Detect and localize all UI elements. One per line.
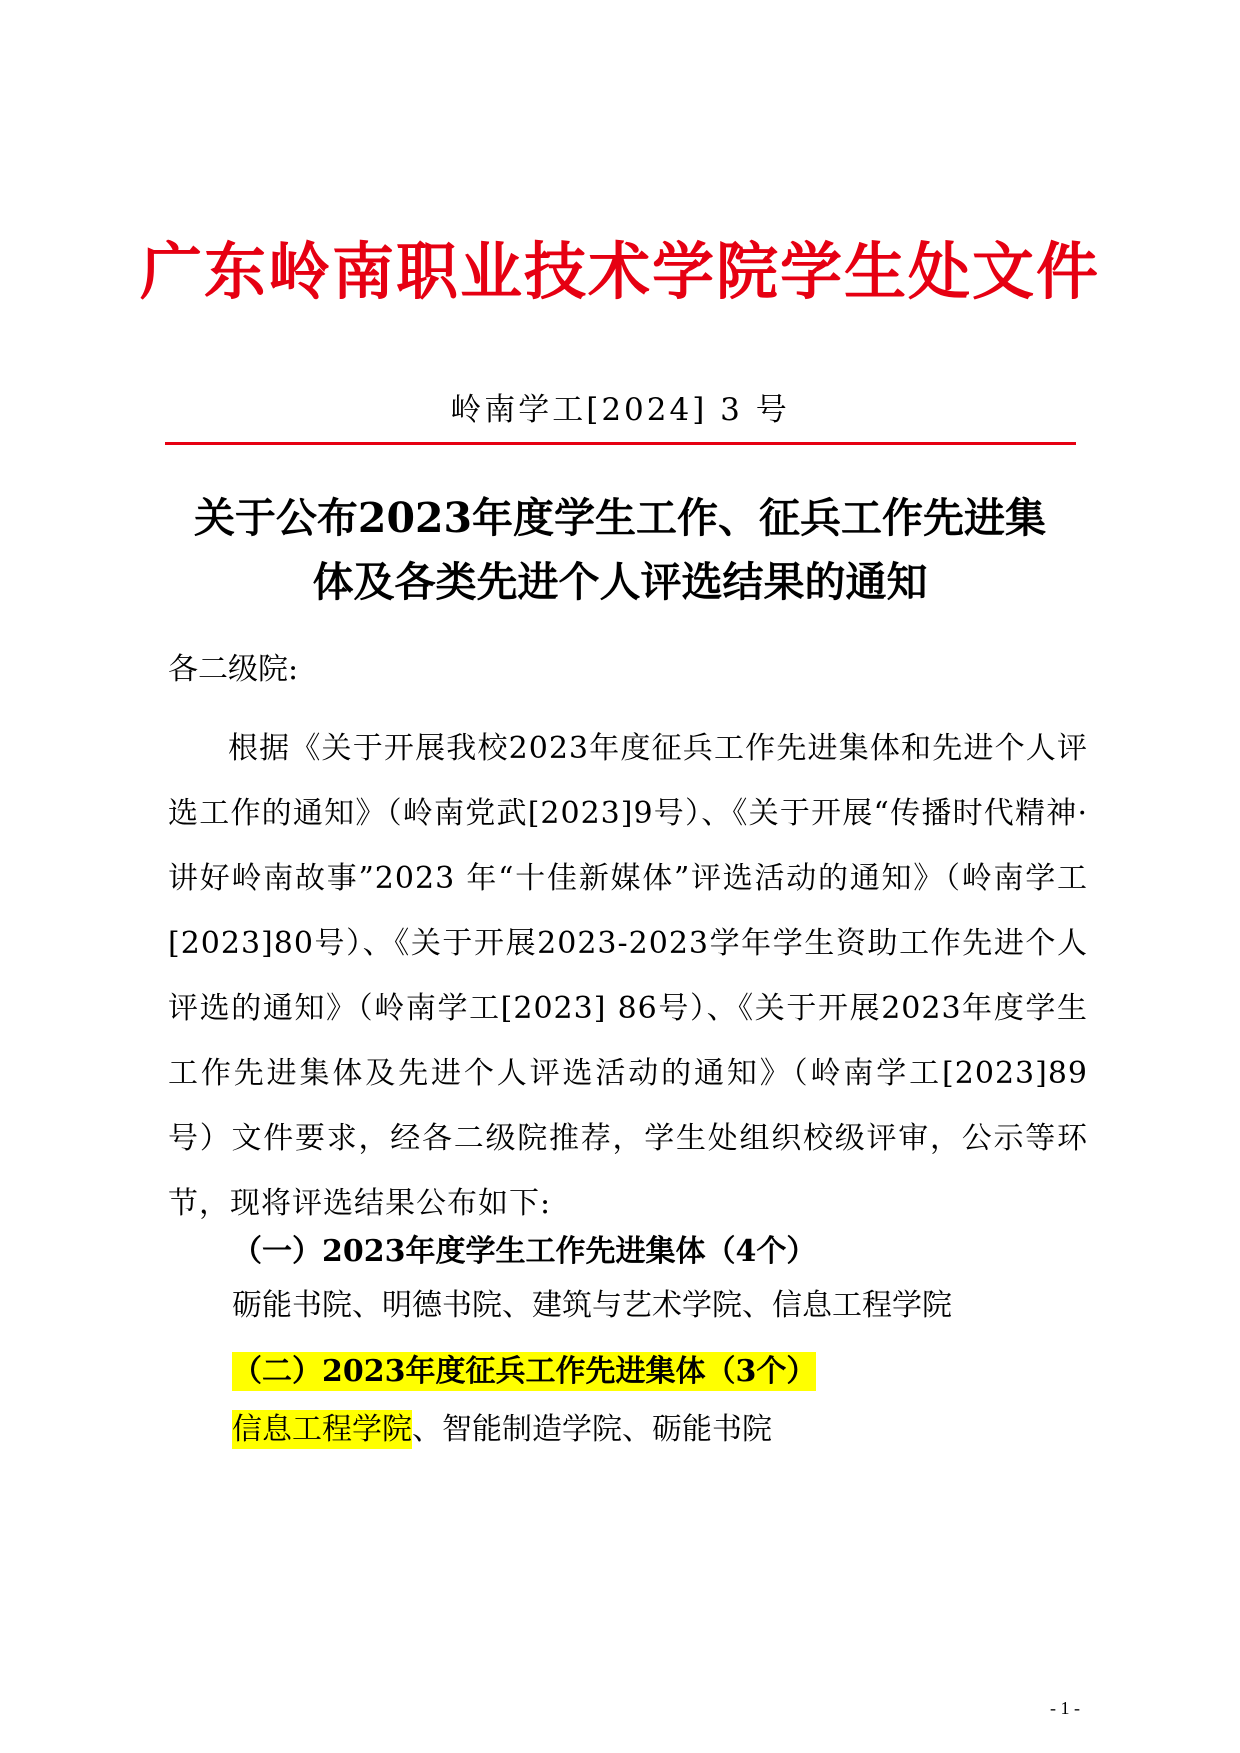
section-2-items-rest: 、智能制造学院、砺能书院 bbox=[412, 1412, 772, 1447]
section-2-items bbox=[232, 1408, 772, 1452]
notice-title-line-1: 关于公布2023年度学生工作、征兵工作先进集 bbox=[193, 494, 1047, 542]
section-1-items: 砺能书院、明德书院、建筑与艺术学院、信息工程学院 bbox=[232, 1288, 952, 1323]
section-1-heading: （一）2023年度学生工作先进集体（4个） bbox=[232, 1234, 817, 1269]
highlighted-college: 信息工程学院 bbox=[232, 1412, 412, 1447]
masthead-title: 广东岭南职业技术学院学生处文件 bbox=[139, 235, 1100, 308]
notice-title-line-2: 体及各类先进个人评选结果的通知 bbox=[312, 558, 928, 606]
section-2-heading bbox=[232, 1350, 816, 1394]
red-divider-rule bbox=[165, 442, 1076, 445]
notice-title bbox=[150, 486, 1090, 614]
page-number: - 1 - bbox=[1050, 1698, 1080, 1718]
section-2-heading-text: （二）2023年度征兵工作先进集体（3个） bbox=[232, 1354, 817, 1389]
salutation: 各二级院: bbox=[168, 652, 299, 687]
body-paragraph: 根据《关于开展我校2023年度征兵工作先进集体和先进个人评选工作的通知》（岭南党武[2023]9号）、《关于开展“传播时代精神·讲好岭南故事”2023 年“十佳新媒体”评选活动的通知》（岭南学工[2023]80号）、《关于开展2023-2023学年学生资助工作先进个人评选的通知》（岭南学工[2023] 86号）、《关于开展2023年度学生工作先进集体及先进个人评选活动的通知》（岭南学工[2023]89号）文件要求，经各二级院推荐，学生处组织校级评审，公示等环节，现将评选结果公布如下: bbox=[168, 731, 1088, 1221]
document-number: 岭南学工[2024] 3 号 bbox=[450, 392, 790, 428]
